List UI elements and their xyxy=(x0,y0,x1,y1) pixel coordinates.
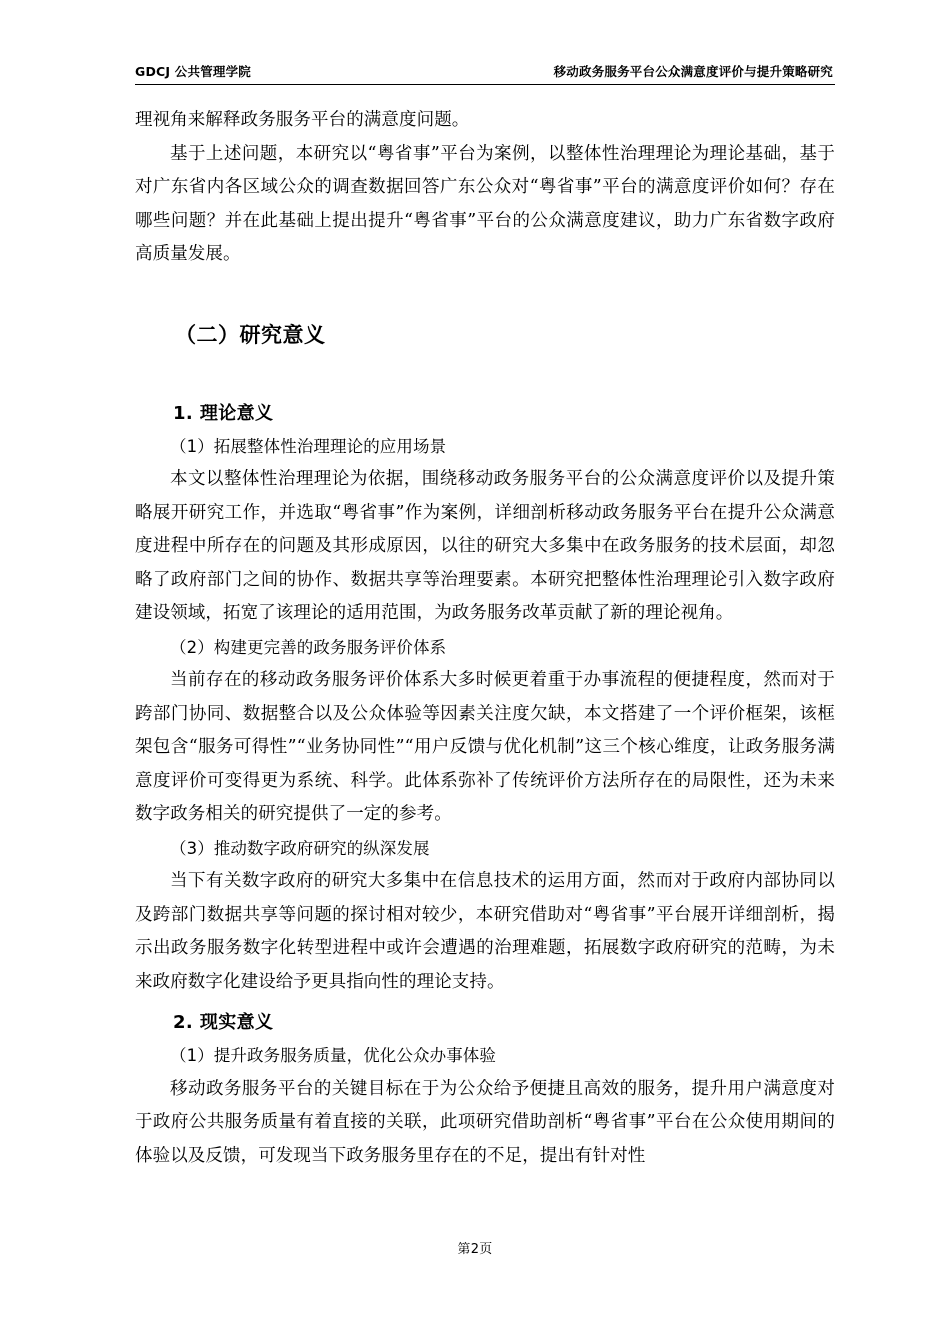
heading-theoretical-significance: 1. 理论意义 xyxy=(173,402,274,424)
subheading-1-1: （1）拓展整体性治理理论的应用场景 xyxy=(170,436,447,456)
paragraph-continued: 理视角来解释政务服务平台的满意度问题。 xyxy=(135,110,470,130)
page-header xyxy=(135,62,835,80)
spacer xyxy=(135,999,835,1007)
spacer xyxy=(135,352,835,398)
section-heading-research-significance: （二）研究意义 xyxy=(175,322,326,347)
page-footer xyxy=(0,1238,950,1257)
paragraph-1-1: 本文以整体性治理理论为依据，围绕移动政务服务平台的公众满意度评价以及提升策略展开研究工作，并选取“粤省事”作为案例，详细剖析移动政务服务平台在提升公众满意度进程中所存在的问题及其形成原因，以往的研究大多集中在政务服务的技术层面，却忽略了政府部门之间的协作、数据共享等治理要素。本研究把整体性治理理论引入数字政府建设领域，拓宽了该理论的适用范围，为政务服务改革贡献了新的理论视角。 xyxy=(135,469,835,623)
paragraph-intro: 基于上述问题，本研究以“粤省事”平台为案例，以整体性治理理论为理论基础，基于对广东省内各区域公众的调查数据回答广东公众对“粤省事”平台的满意度评价如何？存在哪些问题？并在此基础上提出提升“粤省事”平台的公众满意度建议，助力广东省数字政府高质量发展。 xyxy=(135,143,835,264)
subheading-1-3: （3）推动数字政府研究的纵深发展 xyxy=(170,838,430,858)
paragraph-2-1: 移动政务服务平台的关键目标在于为公众给予便捷且高效的服务，提升用户满意度对于政府公共服务质量有着直接的关联，此项研究借助剖析“粤省事”平台在公众使用期间的体验以及反馈，可发现当下政务服务里存在的不足，提出有针对性 xyxy=(135,1078,835,1166)
paragraph-1-3: 当下有关数字政府的研究大多集中在信息技术的运用方面，然而对于政府内部协同以及跨部门数据共享等问题的探讨相对较少，本研究借助对“粤省事”平台展开详细剖析，揭示出政务服务数字化转型进程中或许会遭遇的治理难题，拓展数字政府研究的范畴，为未来政府数字化建设给予更具指向性的理论支持。 xyxy=(135,871,835,992)
page-content xyxy=(135,104,835,1173)
heading-practical-significance: 2. 现实意义 xyxy=(173,1012,274,1033)
page-number: 第2页 xyxy=(457,1242,493,1257)
subheading-1-2: （2）构建更完善的政务服务评价体系 xyxy=(170,637,447,657)
paragraph-1-2: 当前存在的移动政务服务评价体系大多时候更着重于办事流程的便捷程度，然而对于跨部门协同、数据整合以及公众体验等因素关注度欠缺，本文搭建了一个评价框架，该框架包含“服务可得性”“业务协同性”“用户反馈与优化机制”这三个核心维度，让政务服务满意度评价可变得更为系统、科学。此体系弥补了传统评价方法所存在的局限性，还为未来数字政务相关的研究提供了一定的参考。 xyxy=(135,670,835,824)
header-title: 移动政务服务平台公众满意度评价与提升策略研究 xyxy=(553,64,833,79)
spacer xyxy=(135,272,835,318)
header-institution: GDCJ 公共管理学院 xyxy=(135,64,252,79)
header-divider xyxy=(135,84,835,85)
subheading-2-1: （1）提升政务服务质量，优化公众办事体验 xyxy=(170,1046,496,1065)
